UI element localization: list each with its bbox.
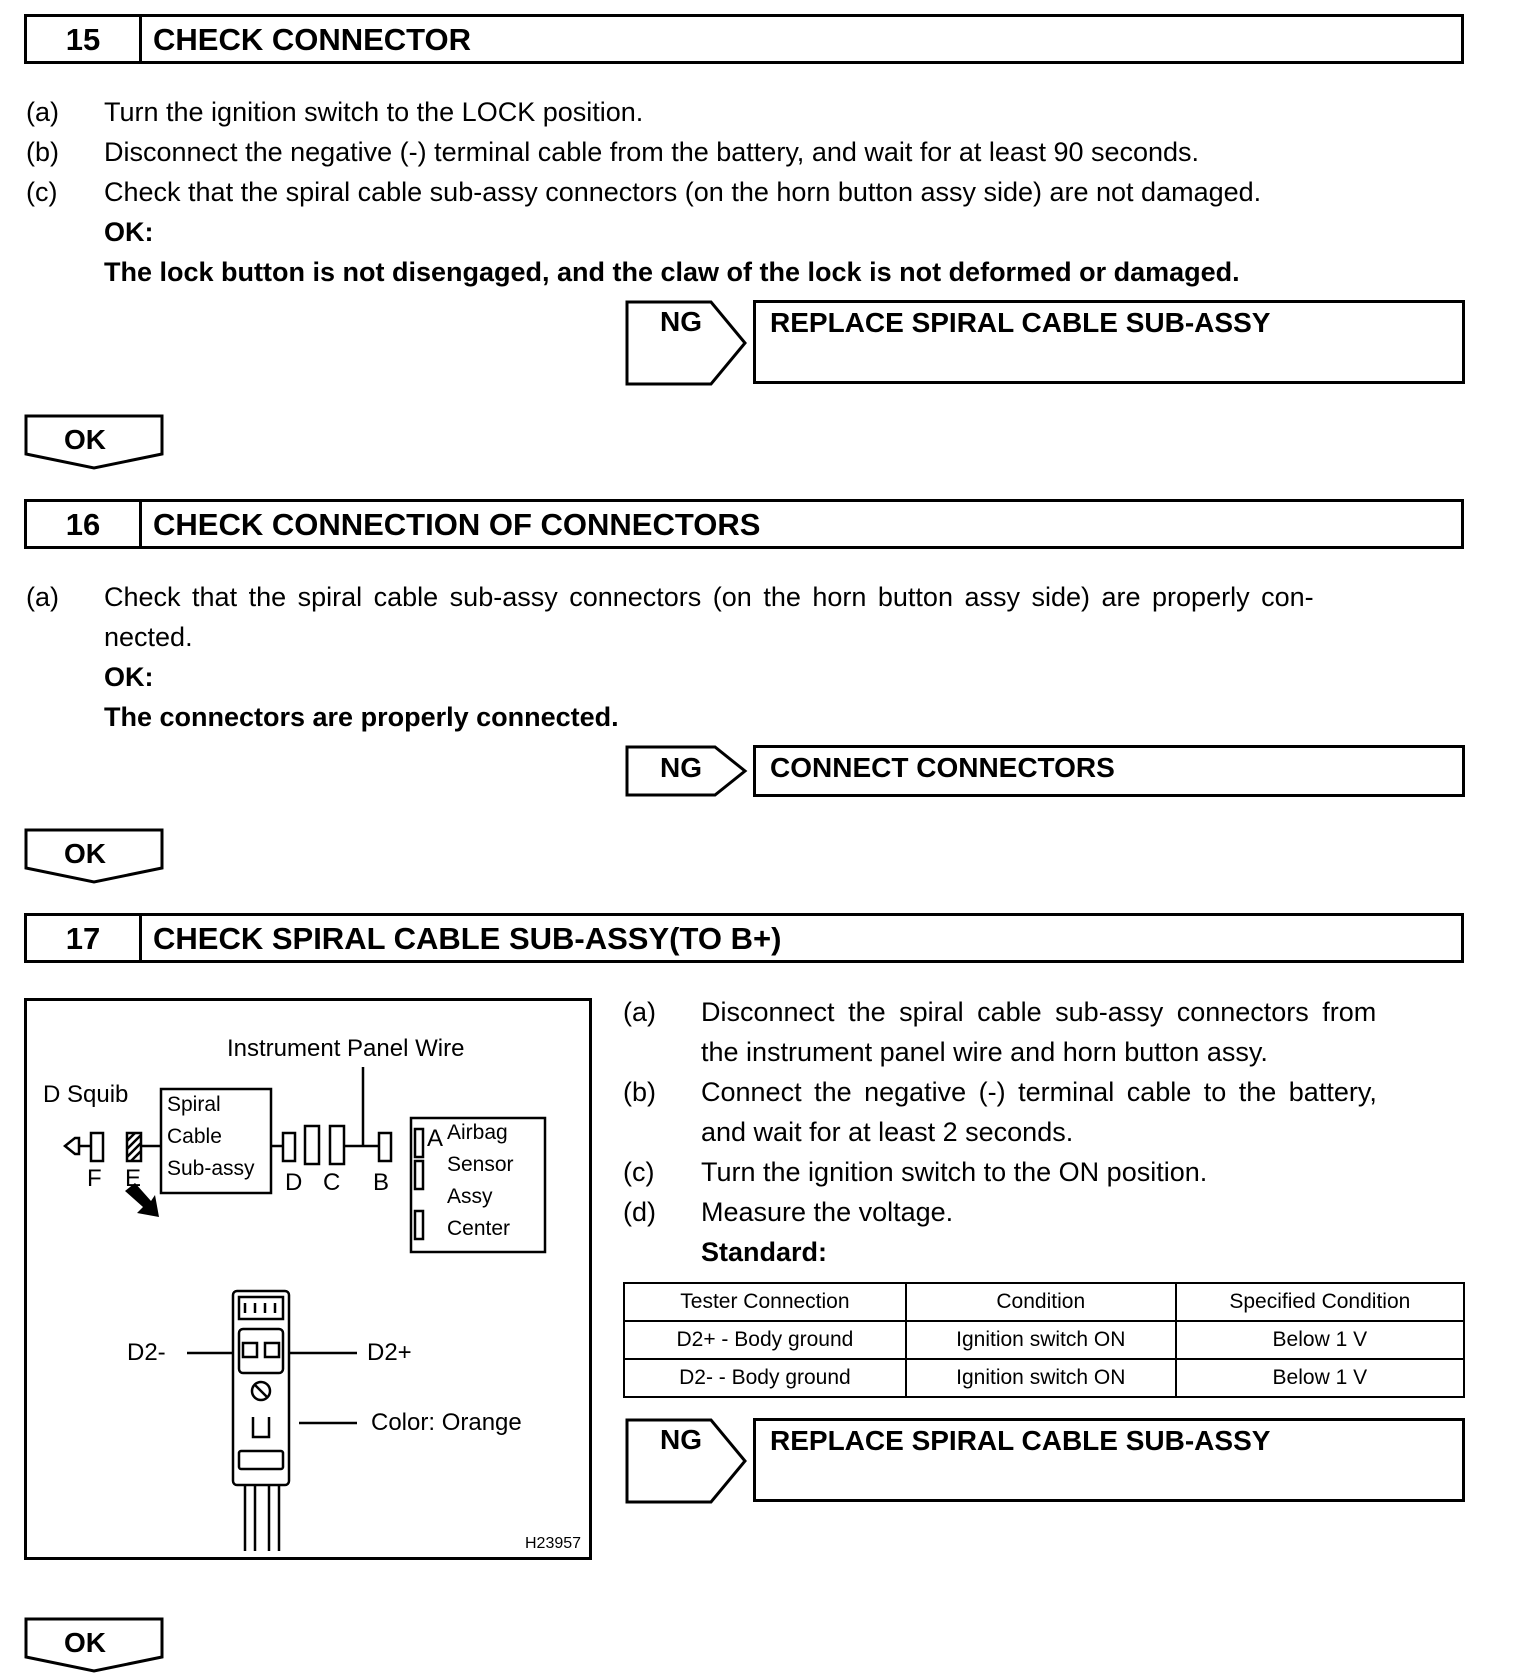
step-text: Check that the spiral cable sub-assy connectors (on the horn button assy side) are properly con- [104, 582, 1314, 612]
ng-action-17 [753, 1418, 1465, 1502]
wiring-figure [24, 998, 592, 1560]
terminal-f-label: F [87, 1165, 102, 1192]
ok-arrow-label: OK [64, 838, 106, 869]
ng-label: NG [660, 306, 702, 337]
step-text: Measure the voltage. [701, 1197, 954, 1227]
ok-arrow-label: OK [64, 1627, 106, 1658]
table-cell: D2- - Body ground [624, 1359, 906, 1397]
step-text: Turn the ignition switch to the ON position. [701, 1157, 1208, 1187]
spiral-label: Spiral [167, 1093, 221, 1116]
step-label: (b) [623, 1077, 656, 1107]
sensor-label: Sensor [447, 1153, 514, 1176]
table-cell: Ignition switch ON [906, 1321, 1176, 1359]
figure-code: H23957 [525, 1535, 582, 1552]
sub-assy-label: Sub-assy [167, 1157, 255, 1180]
step-label: (c) [623, 1157, 655, 1187]
step-text: Turn the ignition switch to the LOCK position. [104, 97, 644, 127]
terminal-e-label: E [125, 1165, 142, 1192]
step-label: (a) [26, 582, 59, 612]
step-label: (a) [26, 97, 59, 127]
step-16a-cont: nected. [104, 622, 193, 652]
table-header: Specified Condition [1176, 1283, 1464, 1321]
terminal-c-label: C [323, 1169, 341, 1196]
step-label: (c) [26, 177, 58, 207]
table-cell: Below 1 V [1176, 1321, 1464, 1359]
d2-plus-label: D2+ [367, 1339, 412, 1366]
section-title: CHECK CONNECTOR [153, 22, 472, 57]
step-text: Check that the spiral cable sub-assy connectors (on the horn button assy side) are not damaged. [104, 177, 1262, 207]
ng-label: NG [660, 1424, 702, 1455]
step-label: (d) [623, 1197, 656, 1227]
step-text: Connect the negative (-) terminal cable to the battery, [701, 1077, 1377, 1107]
ng-label: NG [660, 752, 702, 783]
ng-action-16 [753, 745, 1465, 797]
section-title: CHECK SPIRAL CABLE SUB-ASSY(TO B+) [153, 921, 782, 956]
ng-action-15 [753, 300, 1465, 384]
step-17b-cont: and wait for at least 2 seconds. [701, 1117, 1074, 1147]
section-title: CHECK CONNECTION OF CONNECTORS [153, 507, 761, 542]
table-header-row [624, 1283, 1464, 1321]
section-number: 15 [27, 17, 142, 61]
step-label: (a) [623, 997, 656, 1027]
step-label: (b) [26, 137, 59, 167]
d-squib-label: D Squib [43, 1081, 129, 1108]
d2-minus-label: D2- [127, 1339, 166, 1366]
center-label: Center [447, 1217, 511, 1240]
section-17-header [24, 913, 1464, 963]
ok-arrow-label: OK [64, 424, 106, 455]
airbag-label: Airbag [447, 1121, 508, 1144]
ng-action-text: REPLACE SPIRAL CABLE SUB-ASSY [770, 307, 1271, 338]
ok-criteria: The connectors are properly connected. [104, 702, 619, 732]
table-row [624, 1359, 1464, 1397]
terminal-a-label: A [427, 1125, 444, 1152]
standard-label: Standard: [701, 1237, 828, 1267]
section-16-header [24, 499, 1464, 549]
table-cell: Below 1 V [1176, 1359, 1464, 1397]
table-header: Condition [906, 1283, 1176, 1321]
table-header: Tester Connection [624, 1283, 906, 1321]
table-cell: D2+ - Body ground [624, 1321, 906, 1359]
terminal-d-label: D [285, 1169, 303, 1196]
ok-label: OK: [104, 217, 154, 247]
step-17a-cont: the instrument panel wire and horn button assy. [701, 1037, 1268, 1067]
ok-criteria: The lock button is not disengaged, and the claw of the lock is not deformed or damaged. [104, 257, 1240, 287]
cable-label: Cable [167, 1125, 222, 1148]
step-text: Disconnect the negative (-) terminal cable from the battery, and wait for at least 90 seconds. [104, 137, 1200, 167]
color-label: Color: Orange [371, 1409, 522, 1436]
ng-action-text: CONNECT CONNECTORS [770, 752, 1115, 783]
instrument-panel-wire-label: Instrument Panel Wire [227, 1035, 465, 1062]
ok-label: OK: [104, 662, 154, 692]
assy-label: Assy [447, 1185, 493, 1208]
standard-table [623, 1282, 1465, 1398]
section-number: 17 [27, 916, 142, 960]
section-number: 16 [27, 502, 142, 546]
table-row [624, 1321, 1464, 1359]
section-15-header [24, 14, 1464, 64]
table-cell: Ignition switch ON [906, 1359, 1176, 1397]
step-text: Disconnect the spiral cable sub-assy connectors from [701, 997, 1377, 1027]
terminal-b-label: B [373, 1169, 390, 1196]
ng-action-text: REPLACE SPIRAL CABLE SUB-ASSY [770, 1425, 1271, 1456]
